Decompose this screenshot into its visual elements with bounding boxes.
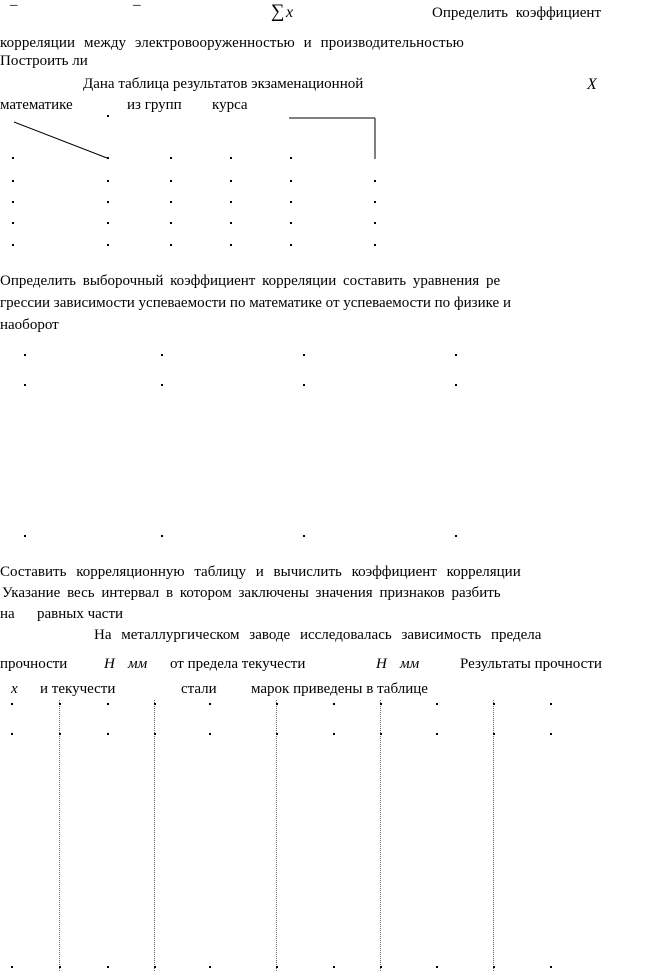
table-cell	[161, 535, 163, 537]
table-cell	[154, 703, 156, 705]
unit-symbol: мм	[400, 656, 420, 672]
table-cell	[161, 384, 163, 386]
table-cell	[170, 201, 172, 203]
table-cell	[24, 535, 26, 537]
table-cell	[290, 244, 292, 246]
table-diagonal-line	[0, 0, 647, 200]
task-text: наоборот	[0, 317, 59, 333]
table-cell	[154, 966, 156, 968]
table-cell	[303, 354, 305, 356]
table-cell	[209, 966, 211, 968]
table-cell	[436, 966, 438, 968]
table-cell	[493, 703, 495, 705]
task-text: На металлургическом заводе исследовалась зависимость предела	[94, 627, 542, 643]
task-text: курса	[212, 97, 248, 113]
table-cell	[107, 966, 109, 968]
table-cell	[380, 703, 382, 705]
table-cell	[107, 733, 109, 735]
table-cell	[380, 733, 382, 735]
dash-mark: –	[10, 0, 18, 13]
table-cell	[12, 157, 14, 159]
task-text: прочности	[0, 656, 68, 672]
task-text: Составить корреляционную таблицу и вычислить коэффициент корреляции	[0, 564, 521, 580]
table-cell	[550, 733, 552, 735]
table-cell	[107, 115, 109, 117]
task-text: Указание весь интервал в котором заключены значения признаков разбить	[2, 585, 501, 601]
table-cell	[107, 201, 109, 203]
table-cell	[24, 354, 26, 356]
table-cell	[333, 733, 335, 735]
table-cell	[230, 222, 232, 224]
table-cell	[303, 384, 305, 386]
table-cell	[436, 733, 438, 735]
table-column-line	[380, 700, 381, 971]
table-cell	[161, 354, 163, 356]
table-cell	[107, 180, 109, 182]
table-cell	[170, 180, 172, 182]
table-cell	[107, 222, 109, 224]
table-cell	[455, 535, 457, 537]
table-cell	[374, 180, 376, 182]
dash-mark: –	[133, 0, 141, 13]
table-cell	[290, 157, 292, 159]
table-cell	[276, 966, 278, 968]
table-column-line	[276, 700, 277, 971]
table-cell	[154, 733, 156, 735]
table-cell	[374, 201, 376, 203]
table-column-line	[493, 700, 494, 971]
task-text: Определить выборочный коэффициент корреляции составить уравнения ре	[0, 273, 501, 289]
table-cell	[550, 966, 552, 968]
table-cell	[276, 703, 278, 705]
task-text: от предела текучести	[170, 656, 306, 672]
table-cell	[170, 244, 172, 246]
task-text: корреляции между электровооруженностью и производительностью	[0, 35, 464, 51]
table-cell	[59, 733, 61, 735]
unit-symbol: Н	[104, 656, 115, 672]
task-heading: Дана таблица результатов экзаменационной	[83, 76, 364, 92]
sum-variable: x	[286, 4, 294, 21]
table-cell	[11, 733, 13, 735]
task-text: Определить коэффициент	[432, 5, 601, 21]
task-text: математике	[0, 97, 73, 113]
table-cell	[107, 244, 109, 246]
task-text: равных части	[37, 606, 124, 622]
table-cell	[374, 244, 376, 246]
table-cell	[209, 733, 211, 735]
table-cell	[59, 966, 61, 968]
table-cell	[24, 384, 26, 386]
table-cell	[59, 703, 61, 705]
table-cell	[11, 703, 13, 705]
sum-symbol: ∑	[271, 1, 285, 22]
table-cell	[12, 180, 14, 182]
table-cell	[493, 966, 495, 968]
table-cell	[12, 244, 14, 246]
table-cell	[290, 222, 292, 224]
unit-symbol: Н	[376, 656, 387, 672]
table-cell	[333, 966, 335, 968]
table-column-line	[154, 700, 155, 971]
table-cell	[11, 966, 13, 968]
table-cell	[290, 201, 292, 203]
table-cell	[230, 201, 232, 203]
table-cell	[170, 157, 172, 159]
table-cell	[230, 180, 232, 182]
table-cell	[455, 384, 457, 386]
table-cell	[290, 180, 292, 182]
table-cell	[12, 201, 14, 203]
task-text: грессии зависимости успеваемости по математике от успеваемости по физике и	[0, 295, 511, 311]
table-cell	[170, 222, 172, 224]
task-text: на	[0, 606, 15, 622]
table-cell	[374, 222, 376, 224]
table-cell	[276, 733, 278, 735]
variable-x: x	[11, 681, 18, 697]
table-cell	[230, 244, 232, 246]
table-cell	[380, 966, 382, 968]
table-cell	[493, 733, 495, 735]
table-column-line	[59, 700, 60, 971]
table-cell	[436, 703, 438, 705]
table-cell	[333, 703, 335, 705]
task-text: Результаты прочности	[460, 656, 602, 672]
variable-x: X	[587, 76, 597, 93]
task-text: стали	[181, 681, 217, 697]
task-text: и текучести	[40, 681, 116, 697]
table-cell	[12, 222, 14, 224]
table-cell	[230, 157, 232, 159]
task-text: марок приведены в таблице	[251, 681, 428, 697]
table-cell	[455, 354, 457, 356]
table-cell	[107, 703, 109, 705]
table-cell	[107, 157, 109, 159]
table-cell	[209, 703, 211, 705]
task-text: из групп	[127, 97, 182, 113]
task-text: Построить ли	[0, 53, 88, 69]
unit-symbol: мм	[128, 656, 148, 672]
table-cell	[550, 703, 552, 705]
table-cell	[303, 535, 305, 537]
